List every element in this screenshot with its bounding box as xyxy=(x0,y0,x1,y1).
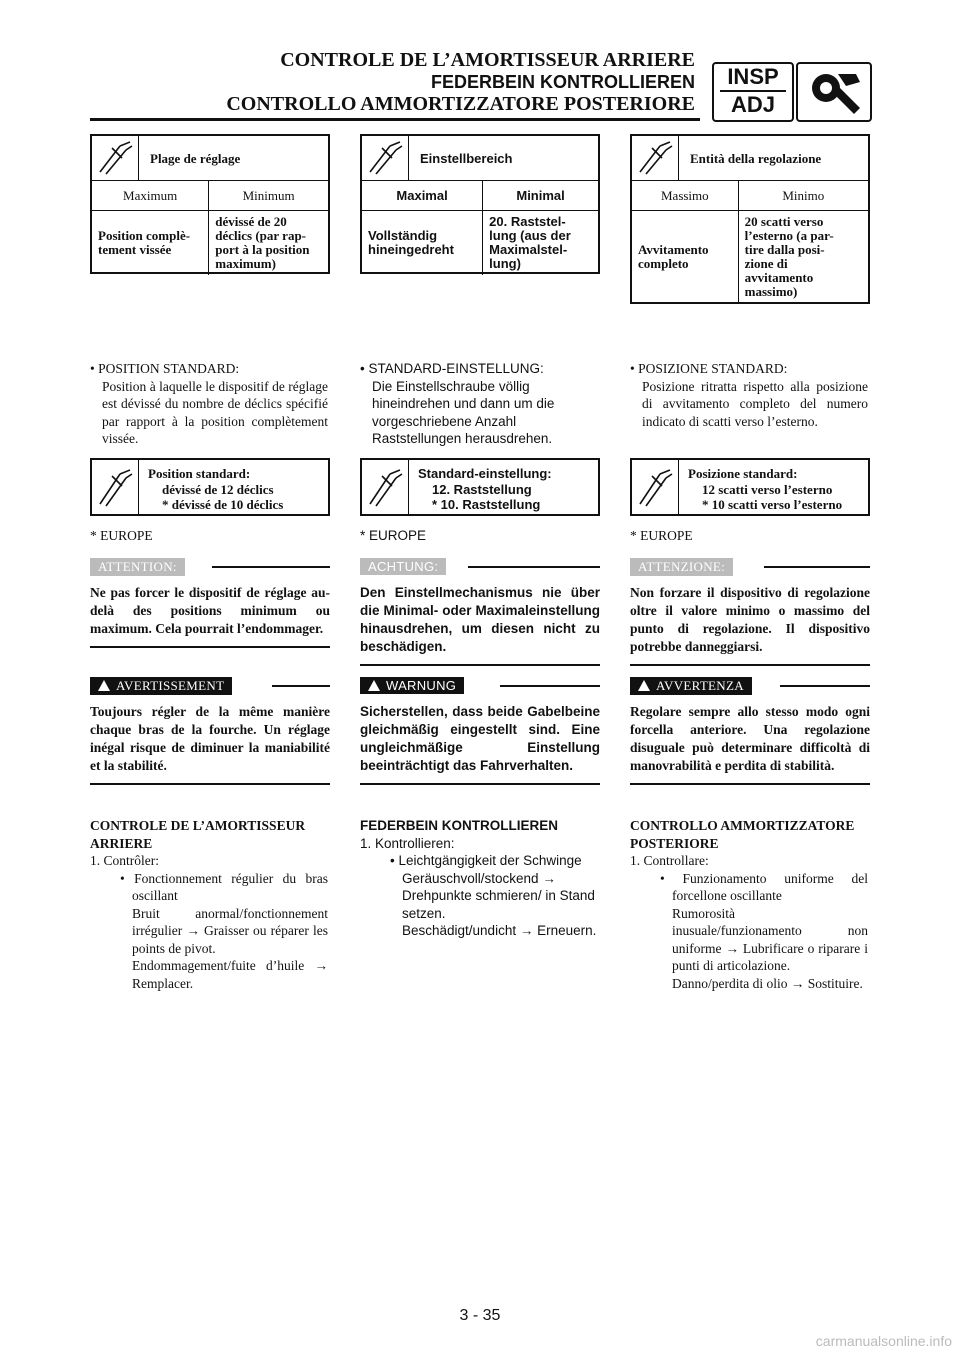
column-de: • STANDARD-EINSTELLUNG: Die Einstellschraube völlig hineindrehen und dann um die vorgeschriebene Anzahl Raststellungen herausdrehen. xyxy=(360,360,598,448)
section-de: FEDERBEIN KONTROLLIEREN 1. Kontrollieren: • Leichtgängigkeit der Schwinge Geräuschvoll/stockend → Drehpunkte schmieren/ in Stand setzen. Beschädigt/undicht → Erneuern. xyxy=(360,818,597,938)
std-box-val-it: 12 scatti verso l’esterno xyxy=(702,481,833,497)
item3-fr: Endommagement/fuite d’huile → Remplacer. xyxy=(132,958,328,991)
spec-title-it: Entità della regolazione xyxy=(690,151,822,166)
warning-it xyxy=(630,677,870,785)
caliper-icon xyxy=(632,136,679,180)
standard-label-fr: POSITION STANDARD: xyxy=(98,361,240,376)
spec-val-max-de: Vollständig hineingedreht xyxy=(368,228,454,257)
caliper-icon xyxy=(362,460,409,514)
warning-tag-fr: AVERTISSEMENT xyxy=(116,678,225,693)
standard-text-de: Die Einstellschraube völlig hineindrehen und dann um die vorgeschriebene Anzahl Raststellungen herausdrehen. xyxy=(372,378,555,446)
spec-val-min-de: 20. Raststel- lung (aus der Maximalstel- lung) xyxy=(483,211,598,276)
warning-fr xyxy=(90,677,330,785)
std-box-val-de: 12. Raststellung xyxy=(432,481,532,497)
standard-box-it xyxy=(630,458,870,516)
caution-it xyxy=(630,558,870,666)
std-box-val-fr: dévissé de 12 déclics xyxy=(162,481,274,497)
spec-table-fr xyxy=(90,134,330,274)
caliper-icon xyxy=(92,460,139,514)
caution-text-it: Non forzare il dispositivo di regolazione oltre il valore minimo o massimo del punto di regolazione. Il dispositivo potrebbe danneggiarsi. xyxy=(630,585,870,654)
std-box-label-de: Standard-einstellung: xyxy=(418,466,552,481)
warning-text-fr: Toujours régler de la même manière chaque bras de la fourche. Un réglage inégal risque de diminuer la maniabilité et la stabilité. xyxy=(90,704,330,773)
std-box-val2-it: * 10 scatti verso l’esterno xyxy=(702,497,843,512)
caliper-icon xyxy=(92,136,139,180)
section-title-de: FEDERBEIN KONTROLLIEREN xyxy=(360,818,559,833)
caution-tag-fr: ATTENTION: xyxy=(90,558,185,576)
watermark: carmanualsonline.info xyxy=(815,1333,952,1349)
caution-de xyxy=(360,558,600,666)
section-title-it: CONTROLLO AMMORTIZZATORE POSTERIORE xyxy=(630,818,855,851)
caliper-icon xyxy=(362,136,409,180)
item2-de: Beschädigt/undicht → Erneuern. xyxy=(402,923,597,938)
europe-note-de: * EUROPE xyxy=(360,528,427,543)
spec-table-it xyxy=(630,134,870,304)
spec-col-min-de: Minimal xyxy=(483,181,598,211)
spec-val-max-it: Avvitamento completo xyxy=(638,242,709,271)
header-title-it: CONTROLLO AMMORTIZZATORE POSTERIORE xyxy=(226,93,695,115)
spec-title-fr: Plage de réglage xyxy=(150,151,241,166)
item2-fr: Bruit anormal/fonctionnement irrégulier → Graisser ou réparer les points de pivot. xyxy=(132,905,328,956)
insp-adj-badge xyxy=(712,62,794,122)
standard-text-fr: Position à laquelle le dispositif de réglage est dévissé du nombre de déclics spécifié par rapport à la position complètement vissée. xyxy=(102,378,328,446)
item3-it: Danno/perdita di olio → Sostituire. xyxy=(672,975,863,991)
standard-label-it: POSIZIONE STANDARD: xyxy=(638,361,788,376)
item1-fr: Fonctionnement régulier du bras oscillant xyxy=(132,870,328,903)
step-it: 1. Controllare: xyxy=(630,853,709,868)
std-box-val2-fr: * dévissé de 10 déclics xyxy=(162,497,284,512)
caution-text-fr: Ne pas forcer le dispositif de réglage au-delà des positions minimum ou maximum. Cela pourrait l’endommager. xyxy=(90,585,330,636)
std-box-val2-de: * 10. Raststellung xyxy=(432,497,541,512)
spec-col-min-it: Minimo xyxy=(738,181,868,211)
wrench-hand-icon xyxy=(796,62,872,122)
column-it: • POSIZIONE STANDARD: Posizione ritratta rispetto alla posizione di avvitamento completo del numero indicato di scatti verso l’esterno. xyxy=(630,361,868,429)
section-it: CONTROLLO AMMORTIZZATORE POSTERIORE 1. Controllare: • Funzionamento uniforme del forcellone oscillante Rumorosità inusuale/funzionamento non uniforme → Lubrificare o riparare i punti di articolazione. Danno/perdita di olio → Sostituire. xyxy=(630,818,868,991)
step-fr: 1. Contrôler: xyxy=(90,853,159,868)
warning-text-de: Sicherstellen, dass beide Gabelbeine gleichmäßig eingestellt sind. Eine ungleichmäßige Einstellung beeinträchtigt das Fahrverhalten. xyxy=(360,704,600,773)
std-box-label-it: Posizione standard: xyxy=(688,466,798,481)
warning-de xyxy=(360,677,600,785)
warning-triangle-icon xyxy=(638,680,650,691)
warning-triangle-icon xyxy=(368,680,380,691)
spec-col-max-de: Maximal xyxy=(362,181,483,211)
item1-it: Funzionamento uniforme del forcellone oscillante xyxy=(672,870,868,903)
standard-text-it: Posizione ritratta rispetto alla posizione di avvitamento completo del numero indicato di scatti verso l’esterno. xyxy=(642,378,868,429)
section-title-fr: CONTROLE DE L’AMORTISSEUR ARRIERE xyxy=(90,818,306,851)
step-de: 1. Kontrollieren: xyxy=(360,835,455,851)
spec-table-de xyxy=(360,134,600,274)
spec-title-de: Einstellbereich xyxy=(420,151,513,166)
warning-text-it: Regolare sempre allo stesso modo ogni forcella anteriore. Una regolazione disuguale può determinare difficoltà di manovrabilità e perdita di stabilità. xyxy=(630,704,870,773)
warning-tag-de: WARNUNG xyxy=(386,678,457,693)
badge-adj: ADJ xyxy=(730,92,775,117)
standard-box-fr xyxy=(90,458,330,516)
caution-text-de: Den Einstellmechanismus nie über die Minimal- oder Maximaleinstellung hinausdrehen, um diesen nicht zu beschädigen. xyxy=(360,585,600,654)
item1-de: Leichtgängigkeit der Schwinge Geräuschvoll/stockend → Drehpunkte schmieren/ in Stand setzen. xyxy=(398,853,595,921)
warning-tag-it: AVVERTENZA xyxy=(656,678,744,693)
header-title-fr: CONTROLE DE L’AMORTISSEUR ARRIERE xyxy=(280,49,695,71)
spec-col-max-it: Massimo xyxy=(632,181,738,211)
warning-triangle-icon xyxy=(98,680,110,691)
caution-fr xyxy=(90,558,330,648)
section-fr: CONTROLE DE L’AMORTISSEUR ARRIERE 1. Contrôler: • Fonctionnement régulier du bras oscillant Bruit anormal/fonctionnement irrégulier → Graisser ou réparer les points de pivot. Endommagement/fuite d’huile → Remplacer. xyxy=(90,818,328,991)
caliper-icon xyxy=(632,460,679,514)
badge-insp: INSP xyxy=(720,64,786,92)
europe-note-it: * EUROPE xyxy=(630,528,693,543)
spec-col-min-fr: Minimum xyxy=(209,181,328,211)
column-fr: • POSITION STANDARD: Position à laquelle le dispositif de réglage est dévissé du nombre de déclics spécifié par rapport à la position complètement vissée. xyxy=(90,361,328,446)
item2-it: Rumorosità inusuale/funzionamento non uniforme → Lubrificare o riparare i punti di articolazione. xyxy=(672,905,868,973)
std-box-label-fr: Position standard: xyxy=(148,466,251,481)
spec-val-min-it: 20 scatti verso l’esterno (a par- tire dalla posi- zione di avvitamento massimo) xyxy=(738,211,868,304)
spec-val-max-fr: Position complè- tement vissée xyxy=(98,228,191,257)
europe-note-fr: * EUROPE xyxy=(90,528,153,543)
standard-label-de: STANDARD-EINSTELLUNG: xyxy=(368,361,544,376)
header-title-de: FEDERBEIN KONTROLLIEREN xyxy=(430,72,695,92)
spec-col-max-fr: Maximum xyxy=(92,181,209,211)
page-number: 3 - 35 xyxy=(459,1307,501,1324)
header-rule xyxy=(90,118,700,121)
spec-val-min-fr: dévissé de 20 déclics (par rap- port à la position maximum) xyxy=(209,211,328,276)
caution-tag-it: ATTENZIONE: xyxy=(630,558,733,576)
caution-tag-de: ACHTUNG: xyxy=(360,558,446,575)
standard-box-de xyxy=(360,458,600,516)
